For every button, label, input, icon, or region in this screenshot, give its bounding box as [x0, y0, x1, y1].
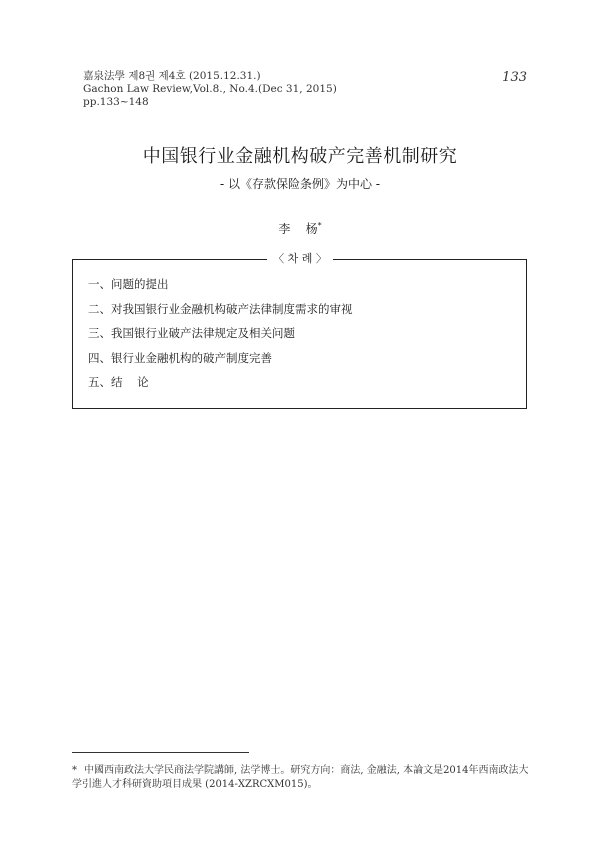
- toc-left-bracket: 〈: [273, 252, 285, 265]
- paper-title: 中国银行业金融机构破产完善机制研究: [142, 146, 458, 167]
- toc-heading: [0, 250, 600, 266]
- toc-item: 二、对我国银行业金融机构破产法律制度需求的审视: [88, 301, 353, 316]
- toc-item: 三、我国银行业破产法律规定及相关问题: [88, 326, 295, 340]
- author-footnote-mark: *: [317, 221, 322, 230]
- toc-heading-text: 차 례: [287, 252, 313, 265]
- page-range: pp.133~148: [83, 96, 149, 108]
- footnote-divider: [72, 752, 249, 753]
- toc-item: 四、银行业金融机构的破产制度完善: [88, 350, 272, 365]
- toc-item: 五、结 论: [88, 375, 149, 389]
- toc-right-bracket: 〉: [315, 252, 327, 265]
- footnote: [72, 764, 532, 792]
- toc-item: 一、问题的提出: [88, 277, 169, 291]
- author-line: [0, 220, 600, 237]
- toc-list: [88, 276, 353, 399]
- page-number: 133: [502, 70, 527, 85]
- footnote-mark: *: [72, 765, 77, 776]
- paper-subtitle: - 以《存款保险条例》为中心 -: [219, 177, 381, 191]
- journal-citation-english: Gachon Law Review,Vol.8., No.4.(Dec 31, 2015): [83, 83, 337, 95]
- author-name: 李 杨: [278, 222, 318, 236]
- journal-citation-korean: 嘉泉法學 제8권 제4호 (2015.12.31.): [83, 70, 261, 82]
- journal-header: [83, 70, 337, 109]
- footnote-text: 中國西南政法大学民商法学院講師, 法学博士。研究方向：商法, 金融法, 本論文是2014年西南政法大学引進人才科研資助項目成果 (2014-XZRCXM015)。: [72, 765, 529, 790]
